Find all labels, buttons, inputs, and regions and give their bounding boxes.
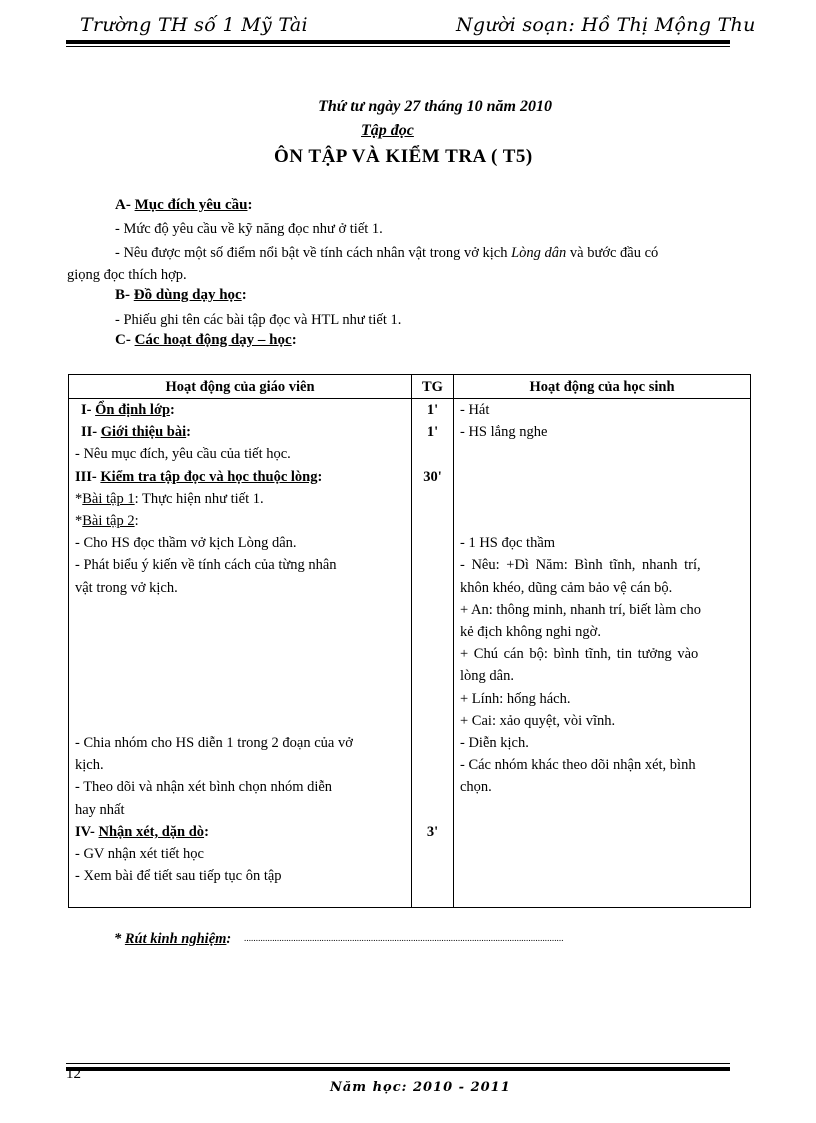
time-spacer	[418, 776, 447, 798]
teacher-spacer	[75, 688, 405, 710]
header-author: Người soạn: Hồ Thị Mộng Thu	[456, 14, 756, 36]
lesson-date: Thứ tư ngày 27 tháng 10 năm 2010	[318, 98, 552, 115]
teacher-spacer	[75, 599, 405, 621]
student-line-10b: chọn.	[460, 779, 492, 796]
section-b-item-1: - Phiếu ghi tên các bài tập đọc và HTL như tiết 1.	[115, 312, 402, 328]
header-student: Hoạt động của học sinh	[454, 375, 751, 399]
student-line-9: - Diễn kịch.	[460, 734, 529, 751]
time-spacer	[418, 554, 447, 576]
teacher-line-6	[75, 510, 405, 532]
time-spacer	[418, 710, 447, 732]
section-c-heading	[115, 332, 297, 349]
time-spacer	[418, 532, 447, 554]
experience-title: Rút kinh nghiệm	[124, 931, 227, 947]
teacher-line-11	[75, 821, 405, 843]
footer-rule-thick	[66, 1067, 730, 1071]
header-rule-thick	[66, 40, 730, 44]
item-title: Ổn định lớp	[95, 402, 171, 418]
time-2: 1'	[426, 424, 439, 441]
header-time: TG	[412, 375, 454, 399]
student-line-1: - Hát	[460, 402, 490, 418]
student-spacer	[460, 443, 744, 465]
teacher-line-12: - GV nhận xét tiết học	[75, 845, 204, 862]
header-school: Trường TH số 1 Mỹ Tài	[80, 14, 308, 36]
time-1: 1'	[426, 402, 439, 418]
student-line-5b: kẻ địch không nghi ngờ.	[460, 623, 601, 640]
item-title: Nhận xét, dặn dò	[98, 823, 205, 840]
time-spacer	[418, 577, 447, 599]
teacher-line-3: - Nêu mục đích, yêu cầu của tiết học.	[75, 446, 291, 463]
header-rule-thin	[66, 46, 730, 47]
section-a-colon: :	[247, 197, 253, 213]
item-colon: :	[204, 823, 209, 840]
teacher-spacer	[75, 643, 405, 665]
experience-label	[114, 931, 231, 948]
section-b-colon: :	[241, 287, 247, 303]
time-4: 3'	[426, 823, 439, 840]
experience-dots: ........................................................................................................................................	[244, 933, 564, 943]
item-number: I-	[81, 402, 92, 418]
student-line-3: - 1 HS đọc thầm	[460, 535, 556, 552]
time-spacer	[418, 754, 447, 776]
item-number: IV-	[75, 823, 95, 840]
time-spacer	[418, 732, 447, 754]
time-spacer	[418, 687, 447, 709]
time-spacer	[418, 665, 447, 687]
teacher-line-5	[75, 488, 405, 510]
student-line-5a: + An: thông minh, nhanh trí, biết làm cho	[460, 601, 701, 618]
item-star: *	[75, 490, 83, 507]
teacher-line-10a: - Theo dõi và nhận xét bình chọn nhóm diễn	[75, 779, 333, 796]
section-a-item-2-cont: giọng đọc thích hợp.	[67, 267, 187, 283]
time-spacer	[418, 488, 447, 510]
student-line-4a: - Nêu: +Dì Năm: Bình tĩnh, nhanh trí,	[460, 557, 701, 574]
teacher-line-4	[75, 466, 405, 488]
item-title: Kiểm tra tập đọc và học thuộc lòng	[100, 468, 318, 485]
student-line-7: + Lính: hống hách.	[460, 690, 571, 707]
time-column	[412, 399, 454, 908]
teacher-line-7: - Cho HS đọc thầm vở kịch Lòng dân.	[75, 535, 297, 552]
section-c-colon: :	[291, 332, 297, 348]
time-spacer	[418, 621, 447, 643]
section-a-item-2	[115, 242, 658, 264]
section-a-item-1: - Mức độ yêu cầu về kỹ năng đọc như ở tiết 1.	[115, 221, 383, 237]
item-title: Bài tập 1	[82, 490, 135, 507]
item-colon: :	[186, 424, 191, 441]
section-b-label: B-	[115, 287, 130, 303]
item-text: : Thực hiện như tiết 1.	[134, 490, 264, 507]
time-spacer	[418, 599, 447, 621]
time-spacer	[418, 798, 447, 820]
section-b-title: Đồ dùng dạy học	[133, 287, 242, 303]
student-line-8: + Cai: xảo quyệt, vòi vĩnh.	[460, 712, 616, 729]
item-number: III-	[75, 468, 97, 485]
student-spacer	[460, 510, 744, 532]
teacher-spacer	[75, 665, 405, 687]
section-a-item-2-play: Lòng dân	[511, 245, 567, 261]
header-teacher: Hoạt động của giáo viên	[69, 375, 412, 399]
item-star: *	[75, 513, 83, 530]
student-line-2: - HS lắng nghe	[460, 424, 548, 441]
item-number: II-	[81, 424, 98, 441]
item-text: :	[134, 513, 139, 530]
table-body-row	[69, 399, 751, 908]
teacher-spacer	[75, 710, 405, 732]
experience-star: *	[114, 931, 122, 947]
student-line-4b: khôn khéo, dũng cảm bảo vệ cán bộ.	[460, 579, 673, 596]
section-b-heading	[115, 287, 247, 304]
student-line-6b: lòng dân.	[460, 668, 514, 685]
section-c-title: Các hoạt động dạy – học	[134, 332, 292, 348]
section-a-item-2-pre: - Nêu được một số điểm nổi bật về tính cách nhân vật trong vở kịch	[115, 245, 508, 261]
teacher-line-9b: kịch.	[75, 757, 104, 774]
footer-rule-thin	[66, 1063, 730, 1064]
time-spacer	[418, 510, 447, 532]
student-column	[454, 399, 751, 908]
time-spacer	[418, 443, 447, 465]
section-a-heading	[115, 197, 253, 214]
student-line-10a: - Các nhóm khác theo dõi nhận xét, bình	[460, 757, 696, 774]
teacher-line-13: - Xem bài để tiết sau tiếp tục ôn tập	[75, 868, 282, 885]
teacher-line-10b: hay nhất	[75, 801, 125, 818]
section-c-label: C-	[115, 332, 131, 348]
time-spacer	[418, 643, 447, 665]
experience-colon: :	[226, 931, 232, 947]
student-line-6a: + Chú cán bộ: bình tĩnh, tin tưởng vào	[460, 646, 699, 663]
section-a-item-2-post: và bước đầu có	[569, 245, 659, 261]
page-number: 12	[66, 1066, 81, 1082]
teacher-line-2	[75, 421, 405, 443]
lesson-plan-table	[68, 374, 751, 908]
teacher-column	[69, 399, 412, 908]
lesson-title: ÔN TẬP VÀ KIỂM TRA ( T5)	[274, 146, 533, 167]
school-year: Năm học: 2010 - 2011	[330, 1080, 511, 1095]
table-header-row	[69, 375, 751, 399]
lesson-subject: Tập đọc	[361, 122, 414, 139]
item-colon: :	[170, 402, 175, 418]
time-3: 30'	[423, 468, 442, 485]
student-spacer	[460, 466, 744, 488]
teacher-line-1	[75, 399, 405, 421]
student-spacer	[460, 488, 744, 510]
teacher-line-8a: - Phát biểu ý kiến về tính cách của từng nhân	[75, 557, 337, 574]
section-a-title: Mục đích yêu cầu	[134, 197, 248, 213]
teacher-line-8b: vật trong vở kịch.	[75, 579, 178, 596]
section-a-label: A-	[115, 197, 131, 213]
item-title: Bài tập 2	[82, 513, 135, 530]
item-title: Giới thiệu bài	[100, 424, 187, 441]
teacher-spacer	[75, 621, 405, 643]
item-colon: :	[317, 468, 323, 485]
teacher-line-9a: - Chia nhóm cho HS diễn 1 trong 2 đoạn của vở	[75, 734, 353, 751]
